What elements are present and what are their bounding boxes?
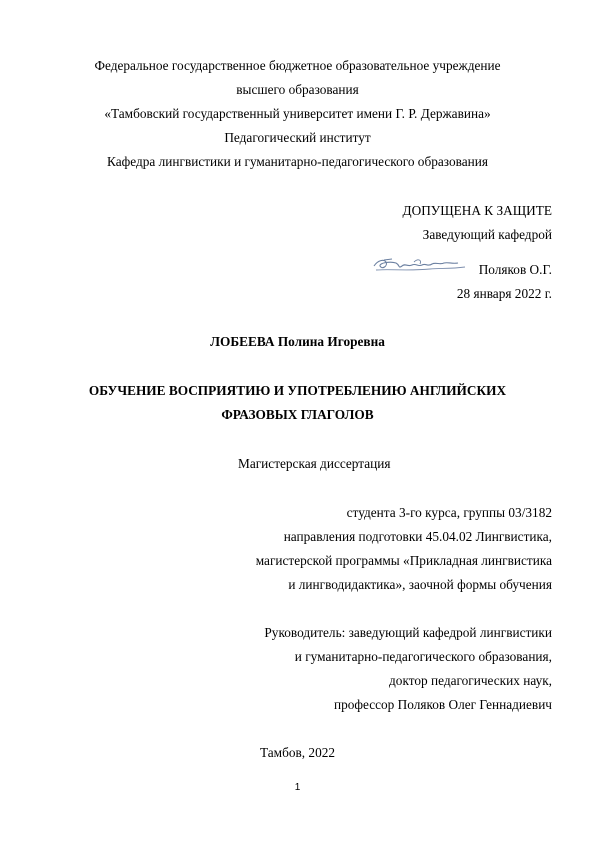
author-name: ЛОБЕЕВА Полина Игоревна (210, 334, 385, 349)
supervisor-line-3: доктор педагогических наук, (389, 673, 552, 688)
institution-line-2: высшего образования (236, 82, 359, 97)
institution-line-4: Педагогический институт (224, 130, 371, 145)
institution-line-3: «Тамбовский государственный университет имени Г. Р. Державина» (104, 106, 491, 121)
supervisor-line-2: и гуманитарно-педагогического образования, (294, 649, 552, 664)
student-info-line-2: направления подготовки 45.04.02 Лингвистика, (283, 529, 552, 544)
work-type: Магистерская диссертация (238, 456, 391, 471)
student-info-line-4: и лингводидактика», заочной формы обучения (288, 577, 552, 592)
student-info-line-1: студента 3-го курса, группы 03/3182 (346, 505, 552, 520)
institution-line-1: Федеральное государственное бюджетное образовательное учреждение (94, 58, 501, 73)
city-year: Тамбов, 2022 (259, 745, 336, 760)
supervisor-line-4: профессор Поляков Олег Геннадиевич (333, 697, 552, 712)
department-line: Кафедра лингвистики и гуманитарно-педагогического образования (107, 154, 488, 169)
page-number: 1 (294, 782, 301, 793)
signature-image (370, 254, 470, 276)
supervisor-line-1: Руководитель: заведующий кафедрой лингвистики (264, 625, 552, 640)
thesis-title-line-2: ФРАЗОВЫХ ГЛАГОЛОВ (221, 407, 374, 422)
approval-name: Поляков О.Г. (478, 262, 552, 277)
approval-role: Заведующий кафедрой (422, 227, 552, 242)
approval-date: 28 января 2022 г. (456, 286, 552, 301)
student-info-line-3: магистерской программы «Прикладная лингвистика (255, 553, 552, 568)
approval-title: ДОПУЩЕНА К ЗАЩИТЕ (402, 203, 552, 218)
thesis-title-line-1: ОБУЧЕНИЕ ВОСПРИЯТИЮ И УПОТРЕБЛЕНИЮ АНГЛИЙСКИХ (88, 383, 507, 398)
